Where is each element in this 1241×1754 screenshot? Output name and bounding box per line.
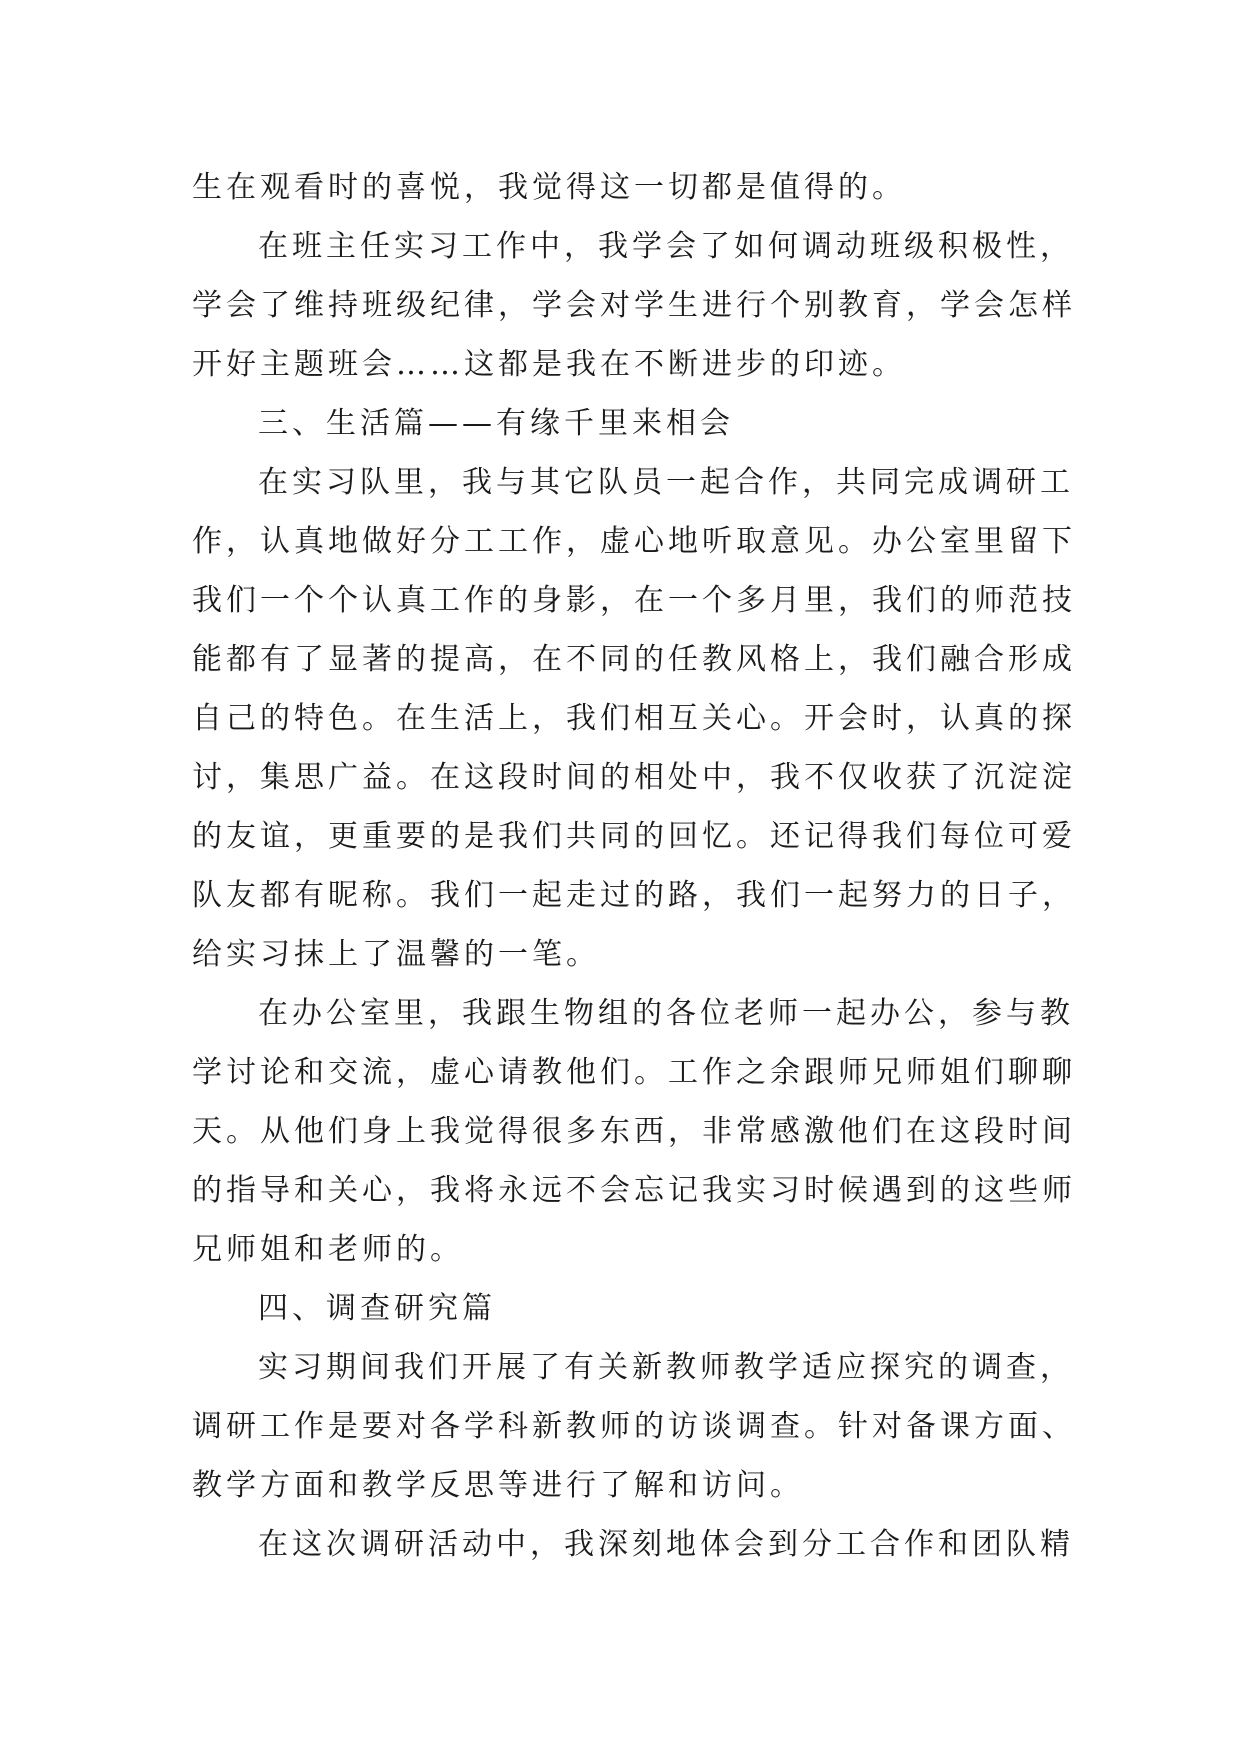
text-line: 我们一个个认真工作的身影，在一个多月里，我们的师范技 bbox=[192, 583, 1076, 618]
text-line: 学讨论和交流，虚心请教他们。工作之余跟师兄师姐们聊聊 bbox=[192, 1055, 1076, 1090]
text-line: 在班主任实习工作中，我学会了如何调动班级积极性， bbox=[258, 229, 1074, 264]
text-line: 在办公室里，我跟生物组的各位老师一起办公，参与教 bbox=[258, 996, 1074, 1031]
text-line: 的友谊，更重要的是我们共同的回忆。还记得我们每位可爱 bbox=[192, 819, 1076, 854]
text-line: 四、调查研究篇 bbox=[258, 1291, 496, 1326]
text-line: 调研工作是要对各学科新教师的访谈调查。针对备课方面、 bbox=[192, 1409, 1076, 1444]
text-line: 三、生活篇——有缘千里来相会 bbox=[258, 406, 734, 441]
text-line: 天。从他们身上我觉得很多东西，非常感激他们在这段时间 bbox=[192, 1114, 1076, 1149]
text-line: 自己的特色。在生活上，我们相互关心。开会时，认真的探 bbox=[192, 701, 1076, 736]
text-line: 兄师姐和老师的。 bbox=[192, 1232, 464, 1267]
text-line: 作，认真地做好分工工作，虚心地听取意见。办公室里留下 bbox=[192, 524, 1076, 559]
text-line: 的指导和关心，我将永远不会忘记我实习时候遇到的这些师 bbox=[192, 1173, 1076, 1208]
text-line: 学会了维持班级纪律，学会对学生进行个别教育，学会怎样 bbox=[192, 288, 1076, 323]
text-line: 生在观看时的喜悦，我觉得这一切都是值得的。 bbox=[192, 170, 906, 205]
document-body bbox=[192, 158, 1076, 1574]
text-line: 教学方面和教学反思等进行了解和访问。 bbox=[192, 1468, 804, 1503]
text-line: 在这次调研活动中，我深刻地体会到分工合作和团队精 bbox=[258, 1527, 1074, 1562]
text-line: 讨，集思广益。在这段时间的相处中，我不仅收获了沉淀淀 bbox=[192, 760, 1076, 795]
text-line: 在实习队里，我与其它队员一起合作，共同完成调研工 bbox=[258, 465, 1074, 500]
text-line: 队友都有昵称。我们一起走过的路，我们一起努力的日子， bbox=[192, 878, 1076, 913]
text-line: 实习期间我们开展了有关新教师教学适应探究的调查， bbox=[258, 1350, 1074, 1385]
text-line: 开好主题班会……这都是我在不断进步的印迹。 bbox=[192, 347, 906, 382]
text-line: 能都有了显著的提高，在不同的任教风格上，我们融合形成 bbox=[192, 642, 1076, 677]
text-line: 给实习抹上了温馨的一笔。 bbox=[192, 937, 600, 972]
